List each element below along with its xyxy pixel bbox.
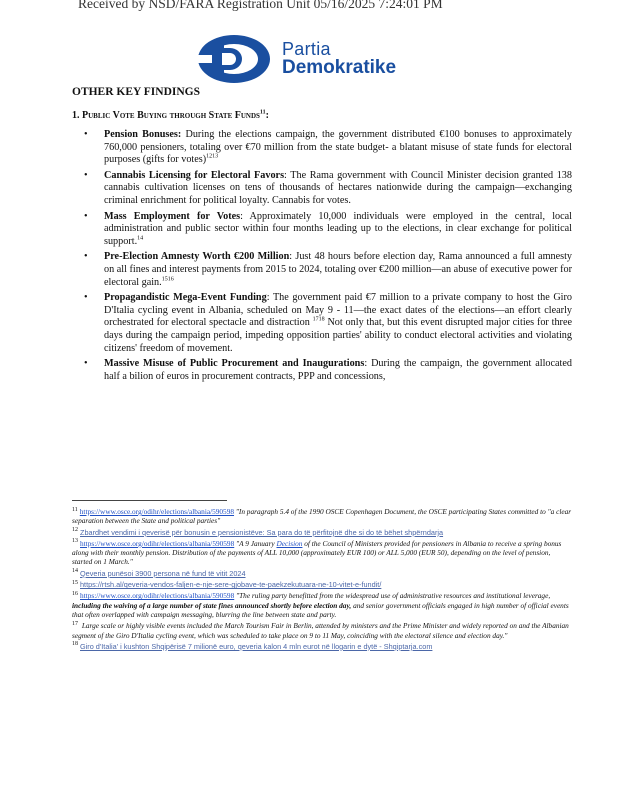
footnote-number: 17 (72, 620, 78, 627)
finding-title: Pension Bonuses: (104, 129, 182, 140)
footnote-link[interactable]: Qeveria punësoi 3900 persona në fund të vitit 2024 (80, 568, 246, 578)
subheading-colon: : (265, 110, 269, 121)
subheading (72, 110, 572, 121)
finding-item (104, 358, 572, 383)
footnote-number: 18 (72, 641, 78, 648)
footnote-link[interactable]: Zbardhet vendimi i qeverisë për bonusin e pensionistëve: Sa para do të përfitojnë dhe si do të bëhet shpërndarja (80, 527, 444, 537)
footnote-bold-text: including the waiving of a large number of state fines announced shortly before election day, (72, 600, 352, 610)
finding-text: : Just 48 hours before election day, Rama announced a full amnesty on all fines and interest payments from 2015 to 2024, totaling over €200 million—an abuse of executive power for electoral gain. (104, 251, 573, 288)
logo-line1: Partia (282, 38, 331, 59)
footnote-text: "In paragraph 5.4 of the 1990 OSCE Copenhagen Document, the OSCE participating States committed to "a clear separation between the State and political parties" (72, 507, 572, 526)
footnote-number: 13 (72, 538, 78, 545)
footnote-number: 12 (72, 527, 78, 534)
footnote-text: Large scale or highly visible events included the March Tourism Fair in Berlin, attended by ministers and the Prime Minister and widely reported on and the Albanian segment of the Giro D'Italia cycling event, which was scheduled to take place on 9 to 11 May, coinciding with the electoral silence and election day." (72, 621, 569, 640)
finding-text-continued: Not only that, but this event disrupted major cities for three days during the campaign period, impeding opposition parties' ability to conduct electoral activities and violating citizens' freedom of movement. (104, 317, 572, 354)
findings-list (72, 129, 572, 383)
footnote-12 (72, 528, 572, 537)
finding-title: Massive Misuse of Public Procurement and Inaugurations (104, 358, 365, 370)
logo-line2: Demokratike (282, 57, 397, 79)
footnote-ref: 1516 (161, 276, 174, 283)
footnote-link[interactable]: https://www.osce.org/odihr/elections/albania/590598 (79, 507, 235, 516)
finding-text: : The Rama government with Council Minister decision granted 138 cannabis cultivation licenses on tens of thousands of hectares nationwide during the campaign—exchanging criminal enrichment for political loyalty. Cannabis for votes. (104, 169, 572, 206)
registration-stamp: Received by NSD/FARA Registration Unit 05/16/2025 7:24:01 PM (78, 0, 443, 11)
footnote-link[interactable]: Giro d'Italia' i kushton Shqipërisë 7 milionë euro, qeveria kalon 4 mln eurot në llogarin e dytë - Shqiptarja.com (80, 641, 433, 651)
footnote-divider (72, 500, 227, 501)
finding-text: During the elections campaign, the government distributed €100 bonuses to approximately 760,000 pensioners, totaling over €70 million from the state budget- a blatant misuse of state funds for electoral purposes (gifts for votes) (104, 129, 572, 166)
finding-title: Cannabis Licensing for Electoral Favors (104, 169, 285, 181)
finding-text: : Approximately 10,000 individuals were employed in the central, local administration and public sector within four months leading up to the elections, in clear exchange for political support. (104, 210, 572, 247)
party-logo-icon (196, 34, 272, 84)
footnote-14 (72, 569, 572, 578)
subheading-footnote-ref: 11 (259, 109, 266, 116)
finding-item (104, 292, 572, 355)
footnote-number: 15 (72, 579, 78, 586)
finding-title: Propagandistic Mega-Event Funding (104, 292, 267, 304)
footnote-link[interactable]: https://www.osce.org/odihr/elections/albania/590598 (80, 538, 235, 548)
section-title: OTHER KEY FINDINGS (72, 86, 201, 98)
footnote-text-continued: of the Council of Ministers provided for pensioners in Albania to receive a spring bonus along with their monthly pension. Distribution of the payments of ALL 10,000 (approximately EUR 100) or ALL 5,000 (EUR 50), depending on the level of pension, started on 1 March." (72, 538, 562, 567)
footnote-number: 11 (72, 506, 78, 513)
footnote-text: "A 9 January (234, 538, 277, 548)
footnote-text: "The ruling party benefitted from the widespread use of administrative resources and institutional leverage, (234, 591, 551, 601)
finding-item (104, 170, 572, 208)
footnote-ref: 1718 (312, 316, 325, 323)
finding-item (104, 251, 572, 289)
decision-link[interactable]: Decision (276, 538, 303, 548)
document-body (72, 86, 572, 386)
footnote-text-continued: and senior government officials engaged in high number of official events that often overlapped with campaign messaging, blurring the line between state and party. (72, 600, 569, 619)
party-logo (196, 34, 396, 84)
footnote-15 (72, 580, 572, 589)
finding-item (104, 129, 572, 167)
footnotes (72, 507, 572, 653)
footnote-18 (72, 642, 572, 651)
footnote-16 (72, 591, 572, 619)
subheading-number: 1. (72, 110, 80, 121)
footnote-13 (72, 539, 572, 567)
footnote-link[interactable]: https://rtsh.al/qeveria-vendos-faljen-e-nje-sere-gjobave-te-paekzekutuara-ne-10-vitet-e-fundit/ (80, 580, 382, 590)
finding-item (104, 211, 572, 249)
footnote-ref: 1213 (206, 153, 219, 160)
footnote-number: 14 (72, 568, 78, 575)
footnote-ref: 14 (137, 235, 144, 242)
footnote-17 (72, 621, 572, 640)
footnote-number: 16 (72, 590, 78, 597)
finding-title: Mass Employment for Votes (104, 210, 241, 222)
finding-text: : The government paid €7 million to a private company to host the Giro D'Italia cycling event in Albania, scheduled on May 9 - 11—the exact dates of the elections—an effort clearly orchestrated for electoral spectacle and distraction (104, 292, 572, 329)
finding-text: : During the campaign, the government allocated half a bilion of euros in procurement contracts, PPP and concessions, (104, 358, 572, 382)
footnote-11 (72, 507, 572, 526)
footnote-link[interactable]: https://www.osce.org/odihr/elections/albania/590598 (80, 591, 235, 601)
subheading-text: Public Vote Buying through State Funds (82, 110, 260, 121)
finding-title: Pre-Election Amnesty Worth €200 Million (104, 251, 290, 263)
